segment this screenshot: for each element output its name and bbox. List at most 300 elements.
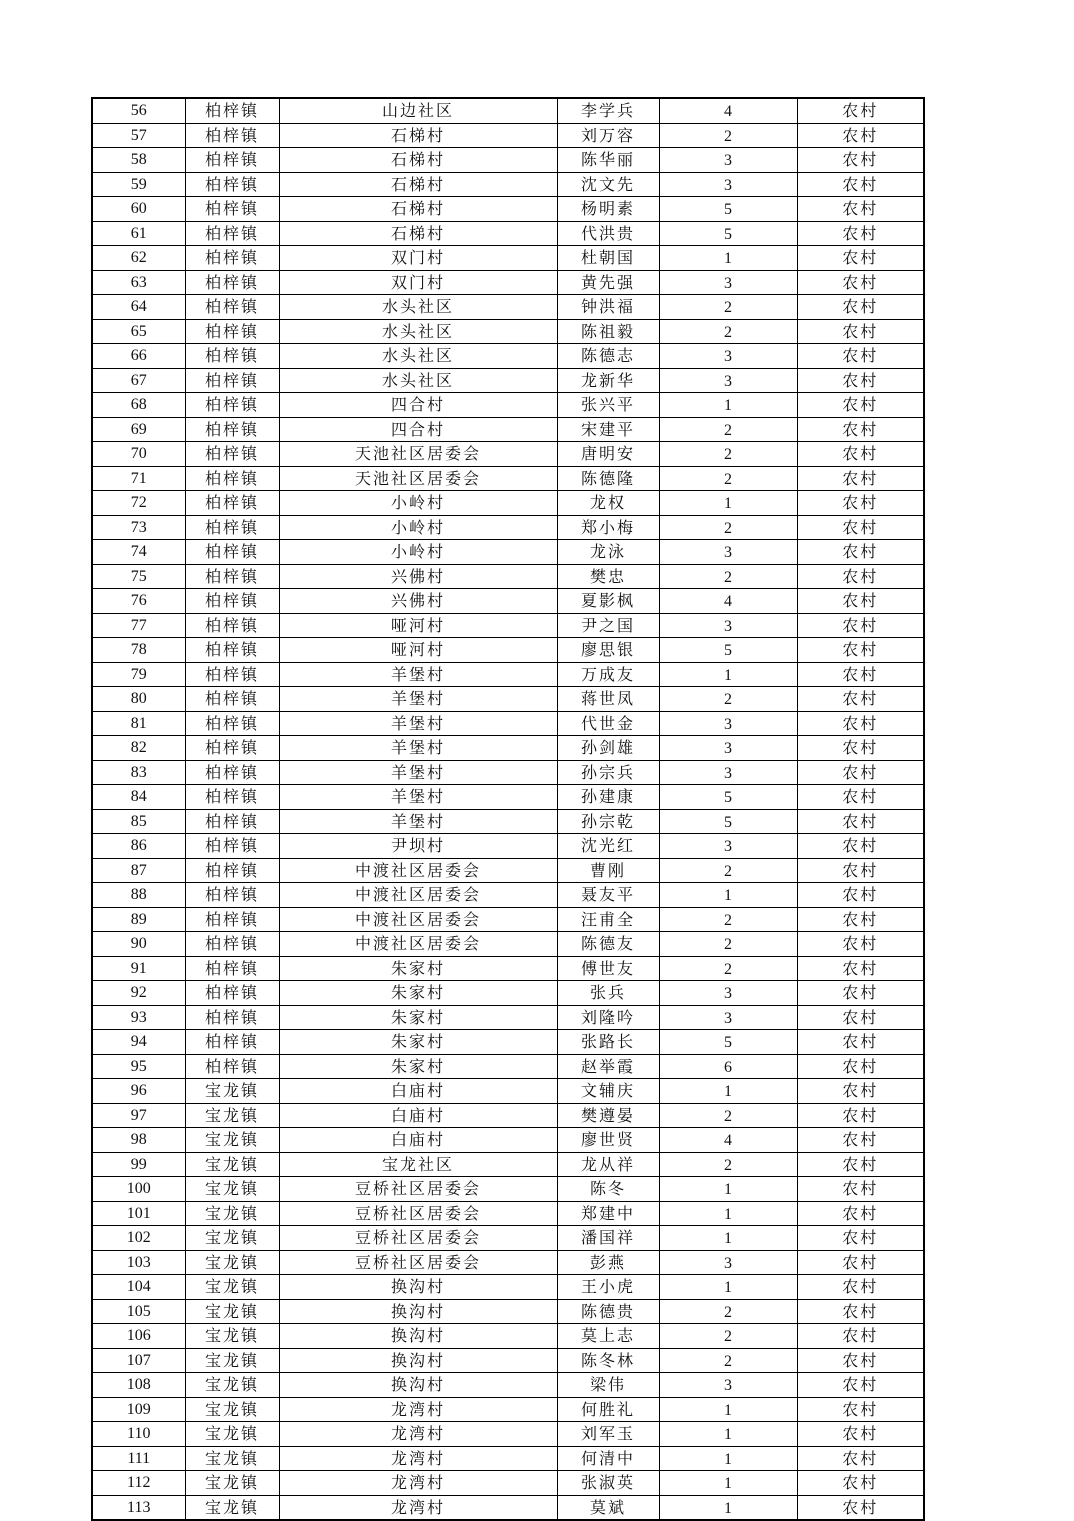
- town: 宝龙镇: [185, 1446, 279, 1471]
- village: 小岭村: [279, 515, 557, 540]
- person-name: 张兴平: [557, 393, 659, 418]
- person-name: 莫斌: [557, 1495, 659, 1520]
- village: 朱家村: [279, 1054, 557, 1079]
- area-type: 农村: [797, 1054, 924, 1079]
- area-type: 农村: [797, 564, 924, 589]
- household-size: 3: [659, 981, 797, 1006]
- person-name: 张路长: [557, 1030, 659, 1055]
- village: 双门村: [279, 270, 557, 295]
- row-number: 102: [92, 1226, 185, 1251]
- village: 龙湾村: [279, 1397, 557, 1422]
- table-row: [92, 319, 924, 344]
- town: 柏梓镇: [185, 295, 279, 320]
- table-row: [92, 1005, 924, 1030]
- household-size: 2: [659, 1348, 797, 1373]
- table-row: [92, 834, 924, 859]
- person-name: 文辅庆: [557, 1079, 659, 1104]
- table-row: [92, 1324, 924, 1349]
- person-name: 孙宗乾: [557, 809, 659, 834]
- area-type: 农村: [797, 834, 924, 859]
- person-name: 龙新华: [557, 368, 659, 393]
- person-name: 郑小梅: [557, 515, 659, 540]
- household-table: [91, 97, 925, 1521]
- area-type: 农村: [797, 1103, 924, 1128]
- table-row: [92, 1226, 924, 1251]
- village: 小岭村: [279, 540, 557, 565]
- person-name: 钟洪福: [557, 295, 659, 320]
- town: 柏梓镇: [185, 638, 279, 663]
- table-row: [92, 858, 924, 883]
- village: 豆桥社区居委会: [279, 1177, 557, 1202]
- town: 柏梓镇: [185, 98, 279, 123]
- village: 龙湾村: [279, 1471, 557, 1496]
- household-size: 1: [659, 662, 797, 687]
- area-type: 农村: [797, 956, 924, 981]
- area-type: 农村: [797, 589, 924, 614]
- household-size: 2: [659, 466, 797, 491]
- town: 柏梓镇: [185, 491, 279, 516]
- area-type: 农村: [797, 98, 924, 123]
- row-number: 87: [92, 858, 185, 883]
- person-name: 张兵: [557, 981, 659, 1006]
- person-name: 刘军玉: [557, 1422, 659, 1447]
- town: 柏梓镇: [185, 319, 279, 344]
- row-number: 58: [92, 148, 185, 173]
- town: 柏梓镇: [185, 1030, 279, 1055]
- area-type: 农村: [797, 221, 924, 246]
- area-type: 农村: [797, 1152, 924, 1177]
- table-row: [92, 515, 924, 540]
- person-name: 李学兵: [557, 98, 659, 123]
- table-row: [92, 956, 924, 981]
- village: 天池社区居委会: [279, 466, 557, 491]
- area-type: 农村: [797, 1299, 924, 1324]
- table-row: [92, 564, 924, 589]
- household-size: 1: [659, 1201, 797, 1226]
- village: 白庙村: [279, 1103, 557, 1128]
- town: 柏梓镇: [185, 613, 279, 638]
- row-number: 94: [92, 1030, 185, 1055]
- town: 柏梓镇: [185, 123, 279, 148]
- table-row: [92, 1397, 924, 1422]
- row-number: 108: [92, 1373, 185, 1398]
- town: 柏梓镇: [185, 834, 279, 859]
- person-name: 傅世友: [557, 956, 659, 981]
- table-row: [92, 1177, 924, 1202]
- row-number: 77: [92, 613, 185, 638]
- table-row: [92, 197, 924, 222]
- village: 中渡社区居委会: [279, 932, 557, 957]
- person-name: 曹刚: [557, 858, 659, 883]
- row-number: 76: [92, 589, 185, 614]
- village: 羊堡村: [279, 760, 557, 785]
- village: 水头社区: [279, 344, 557, 369]
- area-type: 农村: [797, 809, 924, 834]
- village: 换沟村: [279, 1348, 557, 1373]
- household-size: 5: [659, 809, 797, 834]
- row-number: 113: [92, 1495, 185, 1520]
- person-name: 樊遵晏: [557, 1103, 659, 1128]
- village: 中渡社区居委会: [279, 907, 557, 932]
- row-number: 111: [92, 1446, 185, 1471]
- town: 宝龙镇: [185, 1422, 279, 1447]
- area-type: 农村: [797, 172, 924, 197]
- person-name: 陈冬林: [557, 1348, 659, 1373]
- town: 宝龙镇: [185, 1397, 279, 1422]
- household-size: 3: [659, 368, 797, 393]
- household-size: 1: [659, 491, 797, 516]
- household-size: 3: [659, 760, 797, 785]
- area-type: 农村: [797, 638, 924, 663]
- person-name: 汪甫全: [557, 907, 659, 932]
- row-number: 91: [92, 956, 185, 981]
- table-body: [92, 98, 924, 1520]
- table-row: [92, 393, 924, 418]
- person-name: 代世金: [557, 711, 659, 736]
- village: 尹坝村: [279, 834, 557, 859]
- household-size: 1: [659, 1079, 797, 1104]
- person-name: 郑建中: [557, 1201, 659, 1226]
- area-type: 农村: [797, 981, 924, 1006]
- person-name: 赵举霞: [557, 1054, 659, 1079]
- area-type: 农村: [797, 197, 924, 222]
- village: 羊堡村: [279, 687, 557, 712]
- person-name: 龙泳: [557, 540, 659, 565]
- table-row: [92, 1422, 924, 1447]
- area-type: 农村: [797, 393, 924, 418]
- village: 朱家村: [279, 956, 557, 981]
- town: 宝龙镇: [185, 1177, 279, 1202]
- person-name: 宋建平: [557, 417, 659, 442]
- village: 朱家村: [279, 981, 557, 1006]
- table-row: [92, 1446, 924, 1471]
- row-number: 109: [92, 1397, 185, 1422]
- area-type: 农村: [797, 1348, 924, 1373]
- person-name: 孙建康: [557, 785, 659, 810]
- area-type: 农村: [797, 123, 924, 148]
- table-row: [92, 1299, 924, 1324]
- person-name: 陈德隆: [557, 466, 659, 491]
- household-size: 3: [659, 1250, 797, 1275]
- table-row: [92, 344, 924, 369]
- village: 四合村: [279, 393, 557, 418]
- row-number: 81: [92, 711, 185, 736]
- village: 龙湾村: [279, 1495, 557, 1520]
- town: 柏梓镇: [185, 1005, 279, 1030]
- area-type: 农村: [797, 319, 924, 344]
- household-size: 3: [659, 148, 797, 173]
- village: 豆桥社区居委会: [279, 1250, 557, 1275]
- person-name: 陈祖毅: [557, 319, 659, 344]
- town: 宝龙镇: [185, 1250, 279, 1275]
- person-name: 张淑英: [557, 1471, 659, 1496]
- village: 石梯村: [279, 123, 557, 148]
- table-row: [92, 809, 924, 834]
- table-row: [92, 1495, 924, 1520]
- town: 柏梓镇: [185, 883, 279, 908]
- table-row: [92, 1030, 924, 1055]
- row-number: 68: [92, 393, 185, 418]
- village: 宝龙社区: [279, 1152, 557, 1177]
- table-row: [92, 711, 924, 736]
- row-number: 84: [92, 785, 185, 810]
- table-row: [92, 295, 924, 320]
- household-size: 1: [659, 883, 797, 908]
- person-name: 王小虎: [557, 1275, 659, 1300]
- town: 柏梓镇: [185, 148, 279, 173]
- village: 双门村: [279, 246, 557, 271]
- row-number: 72: [92, 491, 185, 516]
- household-size: 3: [659, 834, 797, 859]
- household-size: 2: [659, 1324, 797, 1349]
- person-name: 代洪贵: [557, 221, 659, 246]
- person-name: 万成友: [557, 662, 659, 687]
- village: 换沟村: [279, 1324, 557, 1349]
- town: 柏梓镇: [185, 197, 279, 222]
- row-number: 110: [92, 1422, 185, 1447]
- area-type: 农村: [797, 1128, 924, 1153]
- table-row: [92, 932, 924, 957]
- person-name: 廖思银: [557, 638, 659, 663]
- row-number: 93: [92, 1005, 185, 1030]
- row-number: 99: [92, 1152, 185, 1177]
- person-name: 梁伟: [557, 1373, 659, 1398]
- household-size: 3: [659, 270, 797, 295]
- village: 羊堡村: [279, 736, 557, 761]
- area-type: 农村: [797, 1005, 924, 1030]
- row-number: 106: [92, 1324, 185, 1349]
- person-name: 廖世贤: [557, 1128, 659, 1153]
- household-size: 2: [659, 319, 797, 344]
- village: 羊堡村: [279, 662, 557, 687]
- town: 宝龙镇: [185, 1348, 279, 1373]
- village: 龙湾村: [279, 1446, 557, 1471]
- village: 龙湾村: [279, 1422, 557, 1447]
- person-name: 刘隆吟: [557, 1005, 659, 1030]
- village: 中渡社区居委会: [279, 858, 557, 883]
- household-size: 2: [659, 1299, 797, 1324]
- table-row: [92, 1054, 924, 1079]
- household-size: 4: [659, 589, 797, 614]
- town: 宝龙镇: [185, 1079, 279, 1104]
- household-size: 5: [659, 1030, 797, 1055]
- village: 换沟村: [279, 1275, 557, 1300]
- row-number: 103: [92, 1250, 185, 1275]
- table-row: [92, 466, 924, 491]
- area-type: 农村: [797, 491, 924, 516]
- table-row: [92, 246, 924, 271]
- village: 朱家村: [279, 1005, 557, 1030]
- row-number: 63: [92, 270, 185, 295]
- village: 羊堡村: [279, 809, 557, 834]
- person-name: 何清中: [557, 1446, 659, 1471]
- row-number: 71: [92, 466, 185, 491]
- household-size: 3: [659, 540, 797, 565]
- person-name: 夏影枫: [557, 589, 659, 614]
- table-row: [92, 123, 924, 148]
- village: 水头社区: [279, 368, 557, 393]
- household-size: 1: [659, 393, 797, 418]
- person-name: 聂友平: [557, 883, 659, 908]
- table-row: [92, 540, 924, 565]
- person-name: 陈华丽: [557, 148, 659, 173]
- village: 朱家村: [279, 1030, 557, 1055]
- person-name: 彭燕: [557, 1250, 659, 1275]
- household-size: 2: [659, 295, 797, 320]
- area-type: 农村: [797, 932, 924, 957]
- person-name: 沈文先: [557, 172, 659, 197]
- village: 石梯村: [279, 221, 557, 246]
- household-size: 4: [659, 1128, 797, 1153]
- person-name: 潘国祥: [557, 1226, 659, 1251]
- area-type: 农村: [797, 711, 924, 736]
- row-number: 100: [92, 1177, 185, 1202]
- town: 柏梓镇: [185, 589, 279, 614]
- area-type: 农村: [797, 1250, 924, 1275]
- person-name: 陈德友: [557, 932, 659, 957]
- household-size: 2: [659, 564, 797, 589]
- row-number: 56: [92, 98, 185, 123]
- table-row: [92, 1128, 924, 1153]
- area-type: 农村: [797, 417, 924, 442]
- household-size: 3: [659, 736, 797, 761]
- row-number: 112: [92, 1471, 185, 1496]
- row-number: 64: [92, 295, 185, 320]
- area-type: 农村: [797, 270, 924, 295]
- table-row: [92, 270, 924, 295]
- row-number: 60: [92, 197, 185, 222]
- area-type: 农村: [797, 1397, 924, 1422]
- household-size: 1: [659, 1226, 797, 1251]
- row-number: 98: [92, 1128, 185, 1153]
- row-number: 59: [92, 172, 185, 197]
- person-name: 陈德志: [557, 344, 659, 369]
- person-name: 孙宗兵: [557, 760, 659, 785]
- household-size: 5: [659, 785, 797, 810]
- table-row: [92, 1373, 924, 1398]
- table-row: [92, 221, 924, 246]
- town: 宝龙镇: [185, 1226, 279, 1251]
- household-size: 3: [659, 613, 797, 638]
- household-size: 2: [659, 932, 797, 957]
- household-size: 2: [659, 956, 797, 981]
- town: 柏梓镇: [185, 736, 279, 761]
- village: 石梯村: [279, 197, 557, 222]
- household-size: 1: [659, 1275, 797, 1300]
- town: 柏梓镇: [185, 246, 279, 271]
- village: 水头社区: [279, 295, 557, 320]
- area-type: 农村: [797, 1201, 924, 1226]
- row-number: 104: [92, 1275, 185, 1300]
- town: 柏梓镇: [185, 540, 279, 565]
- row-number: 105: [92, 1299, 185, 1324]
- household-size: 5: [659, 638, 797, 663]
- village: 羊堡村: [279, 711, 557, 736]
- town: 柏梓镇: [185, 172, 279, 197]
- area-type: 农村: [797, 613, 924, 638]
- row-number: 61: [92, 221, 185, 246]
- village: 山边社区: [279, 98, 557, 123]
- household-size: 1: [659, 1177, 797, 1202]
- area-type: 农村: [797, 1373, 924, 1398]
- table-row: [92, 638, 924, 663]
- row-number: 86: [92, 834, 185, 859]
- area-type: 农村: [797, 1079, 924, 1104]
- village: 小岭村: [279, 491, 557, 516]
- village: 兴佛村: [279, 564, 557, 589]
- town: 柏梓镇: [185, 662, 279, 687]
- town: 宝龙镇: [185, 1324, 279, 1349]
- town: 柏梓镇: [185, 760, 279, 785]
- table-row: [92, 736, 924, 761]
- table-row: [92, 907, 924, 932]
- area-type: 农村: [797, 148, 924, 173]
- town: 柏梓镇: [185, 417, 279, 442]
- village: 哑河村: [279, 613, 557, 638]
- area-type: 农村: [797, 1471, 924, 1496]
- household-size: 3: [659, 172, 797, 197]
- village: 石梯村: [279, 148, 557, 173]
- household-size: 5: [659, 197, 797, 222]
- town: 宝龙镇: [185, 1128, 279, 1153]
- town: 柏梓镇: [185, 711, 279, 736]
- area-type: 农村: [797, 785, 924, 810]
- area-type: 农村: [797, 540, 924, 565]
- table-row: [92, 662, 924, 687]
- person-name: 尹之国: [557, 613, 659, 638]
- household-size: 2: [659, 442, 797, 467]
- row-number: 95: [92, 1054, 185, 1079]
- village: 豆桥社区居委会: [279, 1226, 557, 1251]
- person-name: 杜朝国: [557, 246, 659, 271]
- town: 柏梓镇: [185, 270, 279, 295]
- household-size: 2: [659, 1103, 797, 1128]
- town: 柏梓镇: [185, 981, 279, 1006]
- table-row: [92, 1103, 924, 1128]
- town: 宝龙镇: [185, 1471, 279, 1496]
- village: 换沟村: [279, 1299, 557, 1324]
- town: 柏梓镇: [185, 785, 279, 810]
- row-number: 78: [92, 638, 185, 663]
- town: 柏梓镇: [185, 368, 279, 393]
- person-name: 蒋世凤: [557, 687, 659, 712]
- person-name: 刘万容: [557, 123, 659, 148]
- area-type: 农村: [797, 466, 924, 491]
- household-size: 2: [659, 907, 797, 932]
- row-number: 69: [92, 417, 185, 442]
- person-name: 黄先强: [557, 270, 659, 295]
- area-type: 农村: [797, 515, 924, 540]
- town: 柏梓镇: [185, 932, 279, 957]
- area-type: 农村: [797, 736, 924, 761]
- table-row: [92, 760, 924, 785]
- town: 柏梓镇: [185, 442, 279, 467]
- town: 柏梓镇: [185, 393, 279, 418]
- person-name: 莫上志: [557, 1324, 659, 1349]
- village: 白庙村: [279, 1079, 557, 1104]
- household-size: 2: [659, 123, 797, 148]
- household-size: 1: [659, 1471, 797, 1496]
- household-size: 4: [659, 98, 797, 123]
- row-number: 92: [92, 981, 185, 1006]
- town: 宝龙镇: [185, 1275, 279, 1300]
- village: 哑河村: [279, 638, 557, 663]
- table-row: [92, 613, 924, 638]
- table-row: [92, 785, 924, 810]
- area-type: 农村: [797, 858, 924, 883]
- person-name: 何胜礼: [557, 1397, 659, 1422]
- row-number: 96: [92, 1079, 185, 1104]
